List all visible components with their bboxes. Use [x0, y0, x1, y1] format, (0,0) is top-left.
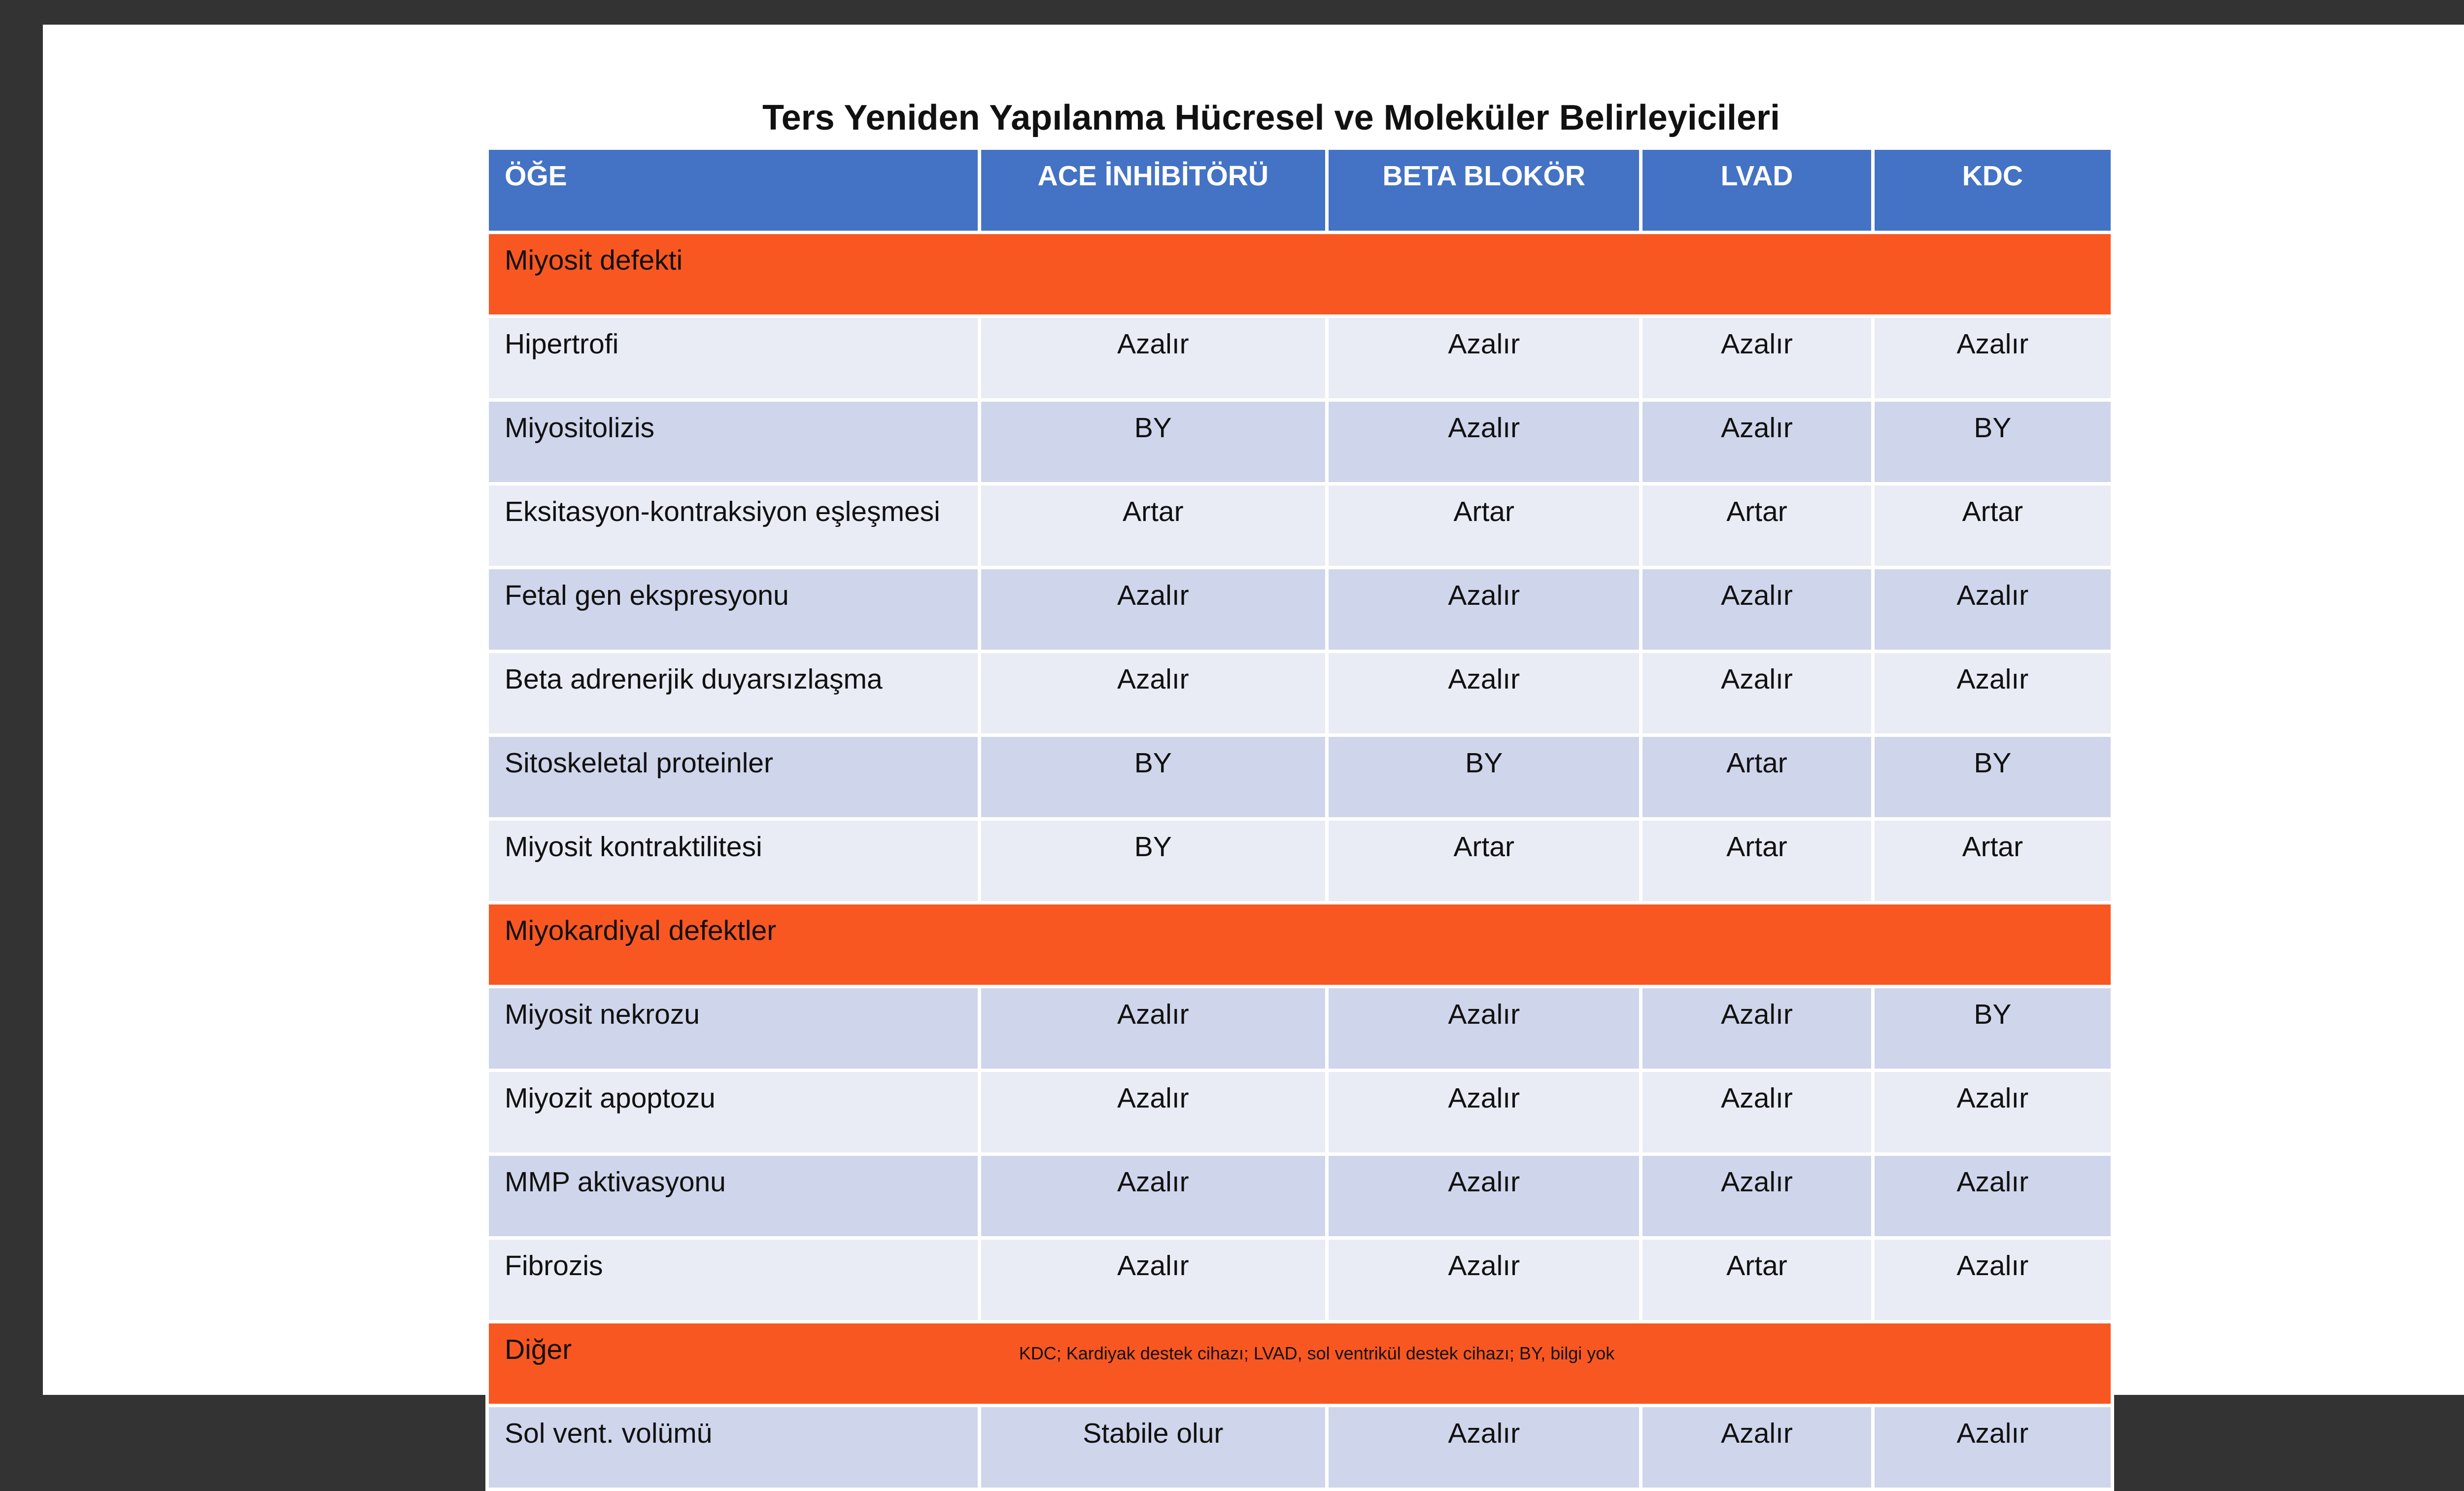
- cell-ace-inhibitor: BY: [979, 400, 1327, 484]
- cell-beta-blocker: Azalır: [1327, 1238, 1641, 1322]
- cell-beta-blocker: Azalır: [1327, 1071, 1641, 1154]
- row-item-label: Fibrozis: [487, 1238, 980, 1322]
- table-body: [487, 233, 2113, 1490]
- row-item-label: Miyositolizis: [487, 400, 980, 484]
- cell-lvad: Artar: [1641, 484, 1873, 568]
- cell-beta-blocker: Azalır: [1327, 1154, 1641, 1238]
- table-row: [487, 568, 2113, 652]
- section-title: Miyokardiyal defektler: [487, 903, 2113, 987]
- row-item-label: Beta adrenerjik duyarsızlaşma: [487, 652, 980, 735]
- row-item-label: MMP aktivasyonu: [487, 1154, 980, 1238]
- row-item-label: Sitoskeletal proteinler: [487, 735, 980, 819]
- column-header-ace-inhibitor: ACE İNHİBİTÖRÜ: [979, 148, 1327, 233]
- row-item-label: Miyozit apoptozu: [487, 1071, 980, 1154]
- cell-ace-inhibitor: Azalır: [979, 652, 1327, 735]
- slide: [43, 25, 2464, 1449]
- cell-ace-inhibitor: Azalır: [979, 987, 1327, 1071]
- row-item-label: Fetal gen ekspresyonu: [487, 568, 980, 652]
- row-item-label: Miyosit kontraktilitesi: [487, 819, 980, 903]
- row-item-label: Miyosit nekrozu: [487, 987, 980, 1071]
- cell-lvad: Azalır: [1641, 568, 1873, 652]
- section-row: [487, 903, 2113, 987]
- cell-ace-inhibitor: Azalır: [979, 1071, 1327, 1154]
- cell-ace-inhibitor: Stabile olur: [979, 1406, 1327, 1490]
- cell-kdc: BY: [1873, 987, 2112, 1071]
- table-row: [487, 316, 2113, 400]
- table-row: [487, 484, 2113, 568]
- cell-kdc: Azalır: [1873, 1238, 2112, 1322]
- cell-kdc: Artar: [1873, 484, 2112, 568]
- cell-ace-inhibitor: Azalır: [979, 316, 1327, 400]
- cell-kdc: Azalır: [1873, 316, 2112, 400]
- table-row: [487, 652, 2113, 735]
- cell-lvad: Azalır: [1641, 1154, 1873, 1238]
- column-header-item: ÖĞE: [487, 148, 980, 233]
- column-header-beta-blocker: BETA BLOKÖR: [1327, 148, 1641, 233]
- cell-beta-blocker: Azalır: [1327, 987, 1641, 1071]
- cell-lvad: Azalır: [1641, 1406, 1873, 1490]
- remodeling-table: [485, 146, 2114, 1491]
- cell-ace-inhibitor: Artar: [979, 484, 1327, 568]
- cell-beta-blocker: Azalır: [1327, 652, 1641, 735]
- cell-ace-inhibitor: BY: [979, 735, 1327, 819]
- cell-ace-inhibitor: Azalır: [979, 1154, 1327, 1238]
- table-row: [487, 400, 2113, 484]
- section-title: Diğer: [487, 1322, 2113, 1406]
- section-title: Miyosit defekti: [487, 233, 2113, 316]
- cell-beta-blocker: Azalır: [1327, 1406, 1641, 1490]
- row-item-label: Hipertrofi: [487, 316, 980, 400]
- slide-title: Ters Yeniden Yapılanma Hücresel ve Moleküler Belirleyicileri: [762, 98, 1780, 138]
- cell-lvad: Azalır: [1641, 316, 1873, 400]
- cell-beta-blocker: Artar: [1327, 484, 1641, 568]
- table-header-row: [487, 148, 2113, 233]
- cell-beta-blocker: BY: [1327, 735, 1641, 819]
- column-header-kdc: KDC: [1873, 148, 2112, 233]
- cell-ace-inhibitor: BY: [979, 819, 1327, 903]
- table-row: [487, 735, 2113, 819]
- section-row: [487, 233, 2113, 316]
- table-row: [487, 819, 2113, 903]
- table-row: [487, 987, 2113, 1071]
- cell-ace-inhibitor: Azalır: [979, 1238, 1327, 1322]
- cell-lvad: Azalır: [1641, 1071, 1873, 1154]
- cell-lvad: Artar: [1641, 819, 1873, 903]
- cell-lvad: Azalır: [1641, 400, 1873, 484]
- cell-beta-blocker: Azalır: [1327, 316, 1641, 400]
- cell-kdc: Azalır: [1873, 568, 2112, 652]
- cell-kdc: Azalır: [1873, 1406, 2112, 1490]
- table-row: [487, 1238, 2113, 1322]
- cell-ace-inhibitor: Azalır: [979, 568, 1327, 652]
- cell-lvad: Artar: [1641, 735, 1873, 819]
- column-header-lvad: LVAD: [1641, 148, 1873, 233]
- cell-lvad: Azalır: [1641, 652, 1873, 735]
- cell-beta-blocker: Azalır: [1327, 400, 1641, 484]
- table-row: [487, 1154, 2113, 1238]
- table-row: [487, 1071, 2113, 1154]
- cell-kdc: Azalır: [1873, 1071, 2112, 1154]
- cell-beta-blocker: Azalır: [1327, 568, 1641, 652]
- row-item-label: Eksitasyon-kontraksiyon eşleşmesi: [487, 484, 980, 568]
- cell-kdc: BY: [1873, 735, 2112, 819]
- cell-kdc: Artar: [1873, 819, 2112, 903]
- cell-beta-blocker: Artar: [1327, 819, 1641, 903]
- cell-lvad: Azalır: [1641, 987, 1873, 1071]
- cell-kdc: Azalır: [1873, 1154, 2112, 1238]
- cell-kdc: Azalır: [1873, 652, 2112, 735]
- row-item-label: Sol vent. volümü: [487, 1406, 980, 1490]
- table-row: [487, 1406, 2113, 1490]
- footnote: KDC; Kardiyak destek cihazı; LVAD, sol ventrikül destek cihazı; BY, bilgi yok: [1019, 1343, 1615, 1363]
- cell-kdc: BY: [1873, 400, 2112, 484]
- cell-lvad: Artar: [1641, 1238, 1873, 1322]
